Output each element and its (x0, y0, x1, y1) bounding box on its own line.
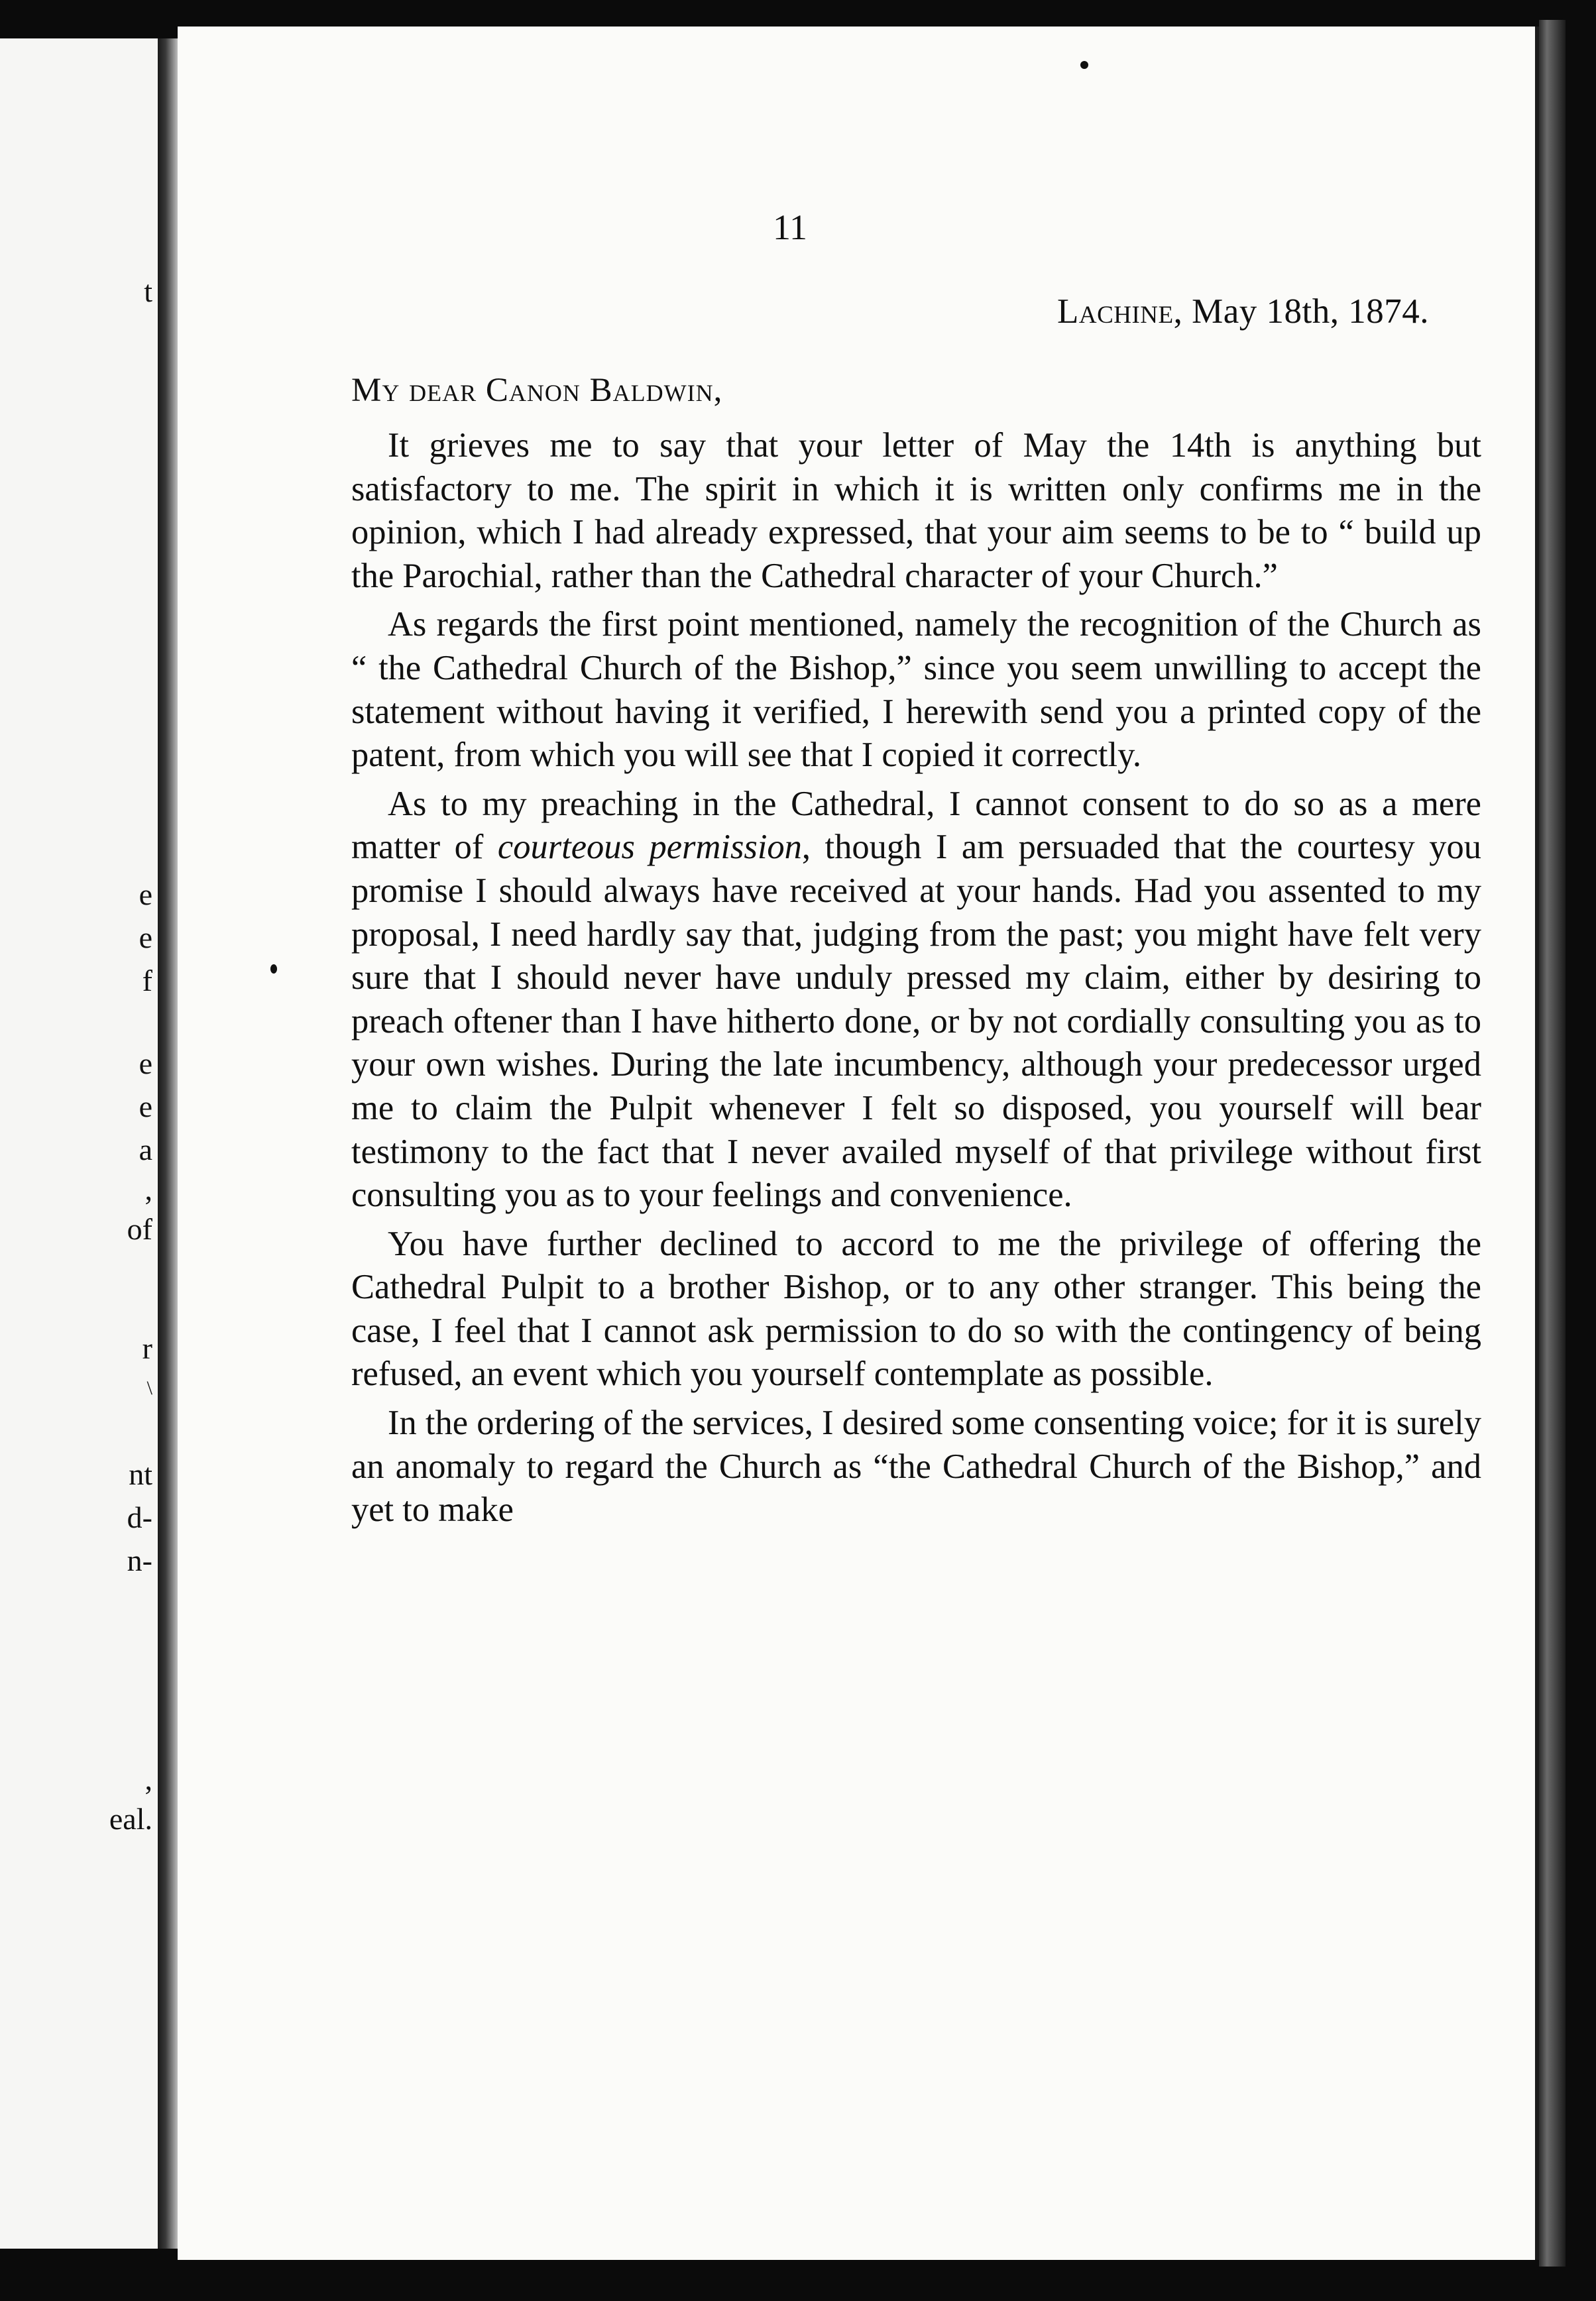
facing-page-fragment: , (144, 1762, 152, 1796)
facing-page-fragment: n- (127, 1543, 152, 1577)
facing-page-fragment: , (144, 1172, 152, 1206)
dateline-place: Lachine (1056, 292, 1174, 331)
facing-page-fragment: e (139, 921, 152, 954)
ink-speck (270, 964, 277, 974)
facing-page-fragment: a (139, 1133, 152, 1166)
dateline (1057, 292, 1429, 331)
ink-speck (1080, 61, 1088, 69)
letter-page (178, 27, 1539, 2260)
page-gutter (158, 38, 178, 2249)
emphasized-phrase: courteous permission (497, 828, 802, 867)
salutation: My dear Canon Baldwin, (351, 372, 723, 409)
paragraph: You have further declined to accord to me the privilege of offering the Cathedral Pulpit to a brother Bishop, or to any other stranger. This being the case, I feel that I cannot ask permission to do so with the contingency of being refused, an event which you yourself contemplate as possible. (351, 1224, 1481, 1394)
facing-page-fragment: e (139, 1046, 152, 1080)
facing-page-fragment: r (142, 1331, 152, 1365)
facing-page-fragment: nt (129, 1457, 152, 1491)
paragraph: It grieves me to say that your letter of May the 14th is anything but satisfactory to me. The spirit in which it is written only confirms me in the opinion, which I had already expressed, that your aim seems to be to “ build up the Parochial, rather than the Cathedral character of your Church.” (351, 426, 1481, 595)
facing-page (0, 38, 160, 2249)
facing-page-fragment: eal. (109, 1802, 152, 1836)
dateline-date: , May 18th, 1874. (1173, 292, 1429, 331)
facing-page-fragment: e (139, 877, 152, 911)
paragraph-text: As to my preaching in the Cathedral, I cannot consent to do so as a mere matter of (351, 784, 1481, 867)
facing-page-fragment: of (127, 1212, 152, 1246)
page-number: 11 (773, 207, 807, 247)
paragraph: In the ordering of the services, I desired some consenting voice; for it is surely an anomaly to regard the Church as “the Cathedral Church of the Bishop,” and yet to make (351, 1404, 1481, 1530)
facing-page-fragment: t (144, 274, 152, 308)
paragraph-text: , though I am persuaded that the courtesy you promise I should always have received at your hands. Had you assented to my proposal, I need hardly say that, judging from the past; you might have felt very sure that I should never have unduly pressed my claim, either by desiring to preach oftener than I have hitherto done, or by not cordially consulting you as to your own wishes. During the late incumbency, although your predecessor urged me to claim the Pulpit whenever I felt so disposed, you yourself will bear testimony to the fact that I never availed myself of that privilege without first consulting you as to your feelings and convenience. (351, 828, 1481, 1215)
facing-page-fragment: d- (127, 1500, 152, 1534)
facing-page-fragment: f (142, 964, 152, 997)
page-edge (1539, 20, 1566, 2267)
facing-page-fragment: \ (146, 1377, 152, 1399)
letter-body (351, 424, 1481, 1532)
paragraph (351, 783, 1481, 1217)
facing-page-fragment: e (139, 1090, 152, 1123)
paragraph: As regards the first point mentioned, namely the recognition of the Church as “ the Cathedral Church of the Bishop,” since you seem unwilling to accept the statement without having it verified, I herewith send you a printed copy of the patent, from which you will see that I copied it correctly. (351, 605, 1481, 775)
